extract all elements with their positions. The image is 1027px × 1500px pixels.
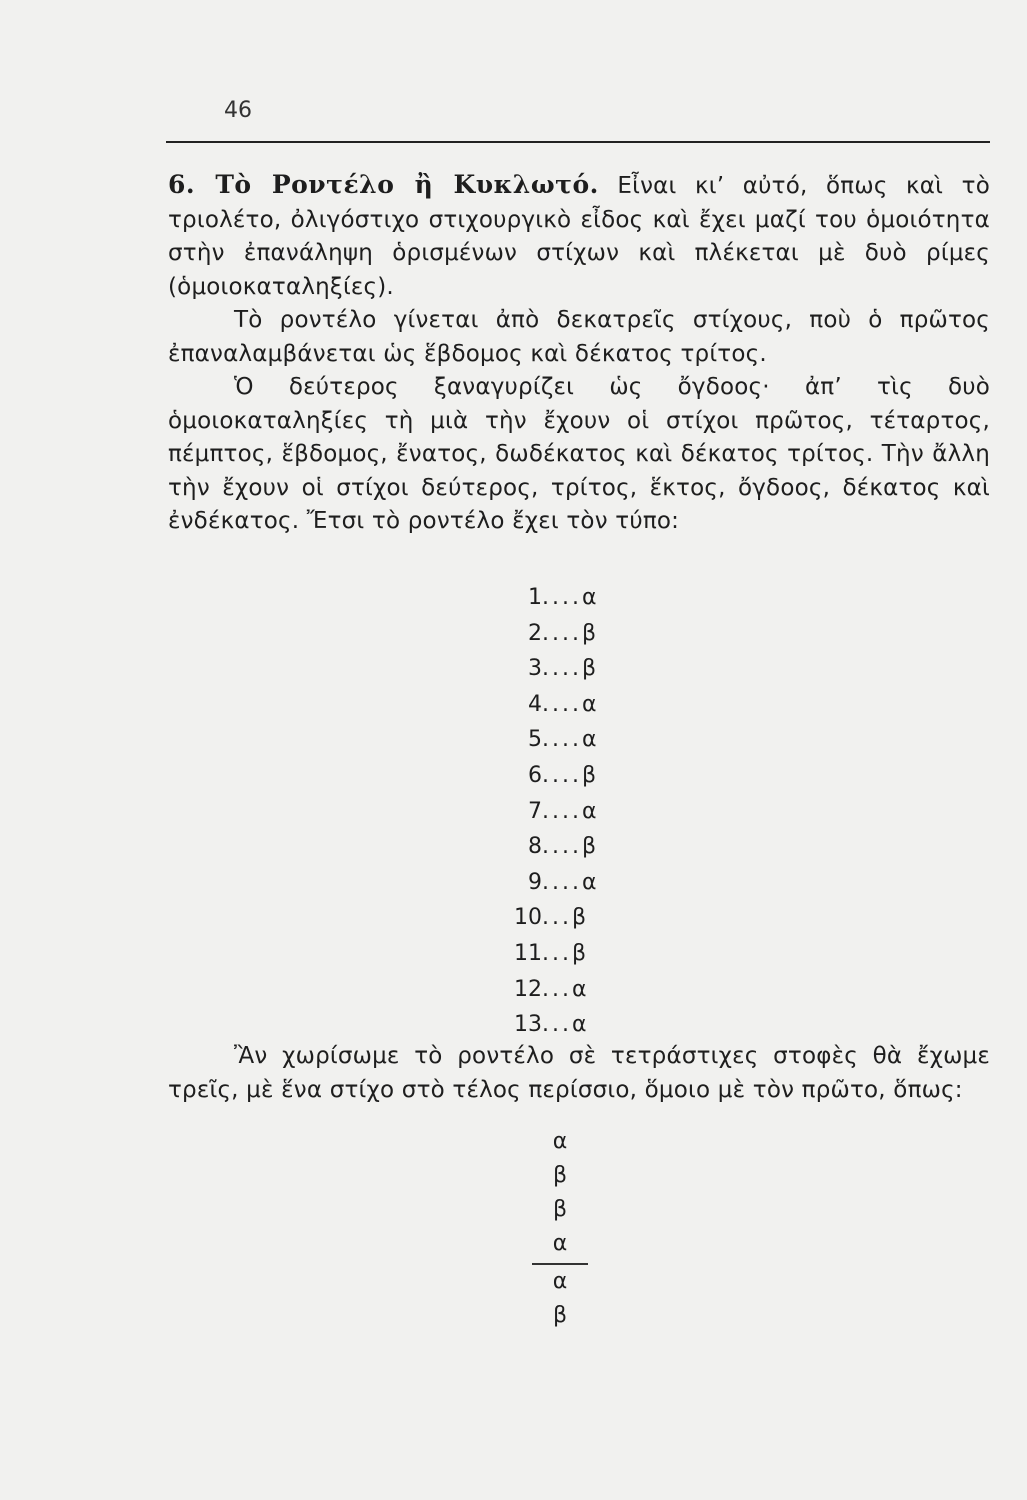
leader-dots: ...: [542, 976, 572, 1002]
leader-dots: ....: [542, 762, 582, 788]
rhyme-letter: α: [581, 869, 597, 895]
stanza-scheme: [530, 1125, 590, 1333]
line-number: 12: [514, 976, 542, 1002]
line-number: 13: [514, 1012, 542, 1038]
scheme-row: [500, 687, 660, 723]
leader-dots: ...: [542, 905, 572, 931]
scheme-row: [500, 1007, 660, 1043]
line-number: 3: [528, 656, 542, 682]
scheme-row: [500, 651, 660, 687]
rhyme-scheme: [500, 580, 660, 1043]
section-heading: 6. Τὸ Ροντέλο ἢ Κυκλωτό.: [168, 170, 599, 199]
line-number: 7: [528, 798, 542, 824]
scheme-row: [500, 900, 660, 936]
leader-dots: ...: [542, 1012, 572, 1038]
rhyme-letter: β: [581, 620, 597, 646]
leader-dots: ...: [542, 940, 572, 966]
leader-dots: ....: [542, 727, 582, 753]
section-intro-paragraph: [168, 168, 990, 304]
line-number: 10: [514, 905, 542, 931]
line-number: 8: [528, 834, 542, 860]
rhyme-letter: α: [571, 1012, 587, 1038]
leader-dots: ....: [542, 869, 582, 895]
line-number: 5: [528, 727, 542, 753]
scheme-row: [500, 865, 660, 901]
rhyme-letter: α: [581, 585, 597, 610]
page-number: 46: [224, 98, 252, 123]
rhyme-letter: β: [571, 940, 587, 966]
scheme-row: [500, 972, 660, 1008]
scheme-row: [500, 794, 660, 830]
stanza-rhyme: β: [552, 1197, 568, 1222]
closing-paragraph: Ἂν χωρίσωμε τὸ ροντέλο σὲ τετράστιχες στοφὲς θὰ ἔχωμε τρεῖς, μὲ ἕνα στίχο στὸ τέλος περίσσιο, ὅμοιο μὲ τὸν πρῶτο, ὅπως:: [168, 1043, 990, 1103]
rhyme-letter: β: [581, 762, 597, 788]
scheme-row: [500, 829, 660, 865]
line-number: 1: [528, 585, 542, 610]
rhyme-letter: β: [581, 656, 597, 682]
line-number: 4: [528, 691, 542, 717]
scheme-row: [500, 722, 660, 758]
rhyme-letter: α: [581, 691, 597, 717]
leader-dots: ....: [542, 798, 582, 824]
line-number: 9: [528, 869, 542, 895]
leader-dots: ....: [542, 656, 582, 682]
stanza-rhyme: β: [552, 1163, 568, 1188]
header-rule: [166, 141, 990, 143]
stanza-rhyme: α: [552, 1231, 568, 1256]
scheme-row: [500, 580, 660, 616]
leader-dots: ....: [542, 620, 582, 646]
rhyme-letter: β: [571, 905, 587, 931]
scheme-row: [500, 758, 660, 794]
intro-text: Εἶναι κι’ αὐτό, ὅπως καὶ τὸ τριολέτο, ὀλιγόστιχο στιχουργικὸ εἶδος καὶ ἔχει μαζί του ὁμοιότητα στὴν ἐπανάληψη ὁρισμένων στίχων καὶ πλέκεται μὲ δυὸ ρίμες (ὁμοιοκαταληξίες).: [168, 173, 990, 300]
line-number: 2: [528, 620, 542, 646]
leader-dots: ....: [542, 585, 582, 610]
closing-text: [168, 1040, 990, 1107]
section-text: [168, 168, 990, 539]
line-number: 6: [528, 762, 542, 788]
leader-dots: ....: [542, 691, 582, 717]
extra-rhyme: β: [552, 1302, 568, 1328]
stanza-rhyme: α: [552, 1129, 568, 1154]
rhyme-letter: α: [571, 976, 587, 1002]
rhyme-letter: α: [581, 798, 597, 824]
extra-rhyme: α: [552, 1268, 568, 1294]
rhyme-letter: β: [581, 834, 597, 860]
leader-dots: ....: [542, 834, 582, 860]
scheme-row: [500, 616, 660, 652]
paragraph-3: Ὁ δεύτερος ξαναγυρίζει ὡς ὄγδοος· ἀπ’ τὶς δυὸ ὁμοιοκαταληξίες τὴ μιὰ τὴν ἔχουν οἱ στίχοι πρῶτος, τέταρτος, πέμπτος, ἕβδομος, ἔνατος, δωδέκατος καὶ δέκατος τρίτος. Τὴν ἄλλη τὴν ἔχουν οἱ στίχοι δεύτερος, τρίτος, ἕκτος, ὄγδοος, δέκατος καὶ ἐνδέκατος. Ἔτσι τὸ ροντέλο ἔχει τὸν τύπο:: [168, 374, 990, 534]
rhyme-letter: α: [581, 727, 597, 753]
scheme-row: [500, 936, 660, 972]
line-number: 11: [514, 940, 542, 966]
paragraph-2: Τὸ ροντέλο γίνεται ἀπὸ δεκατρεῖς στίχους, ποὺ ὁ πρῶτος ἐπαναλαμβάνεται ὡς ἕβδομος καὶ δέκατος τρίτος.: [168, 307, 990, 367]
